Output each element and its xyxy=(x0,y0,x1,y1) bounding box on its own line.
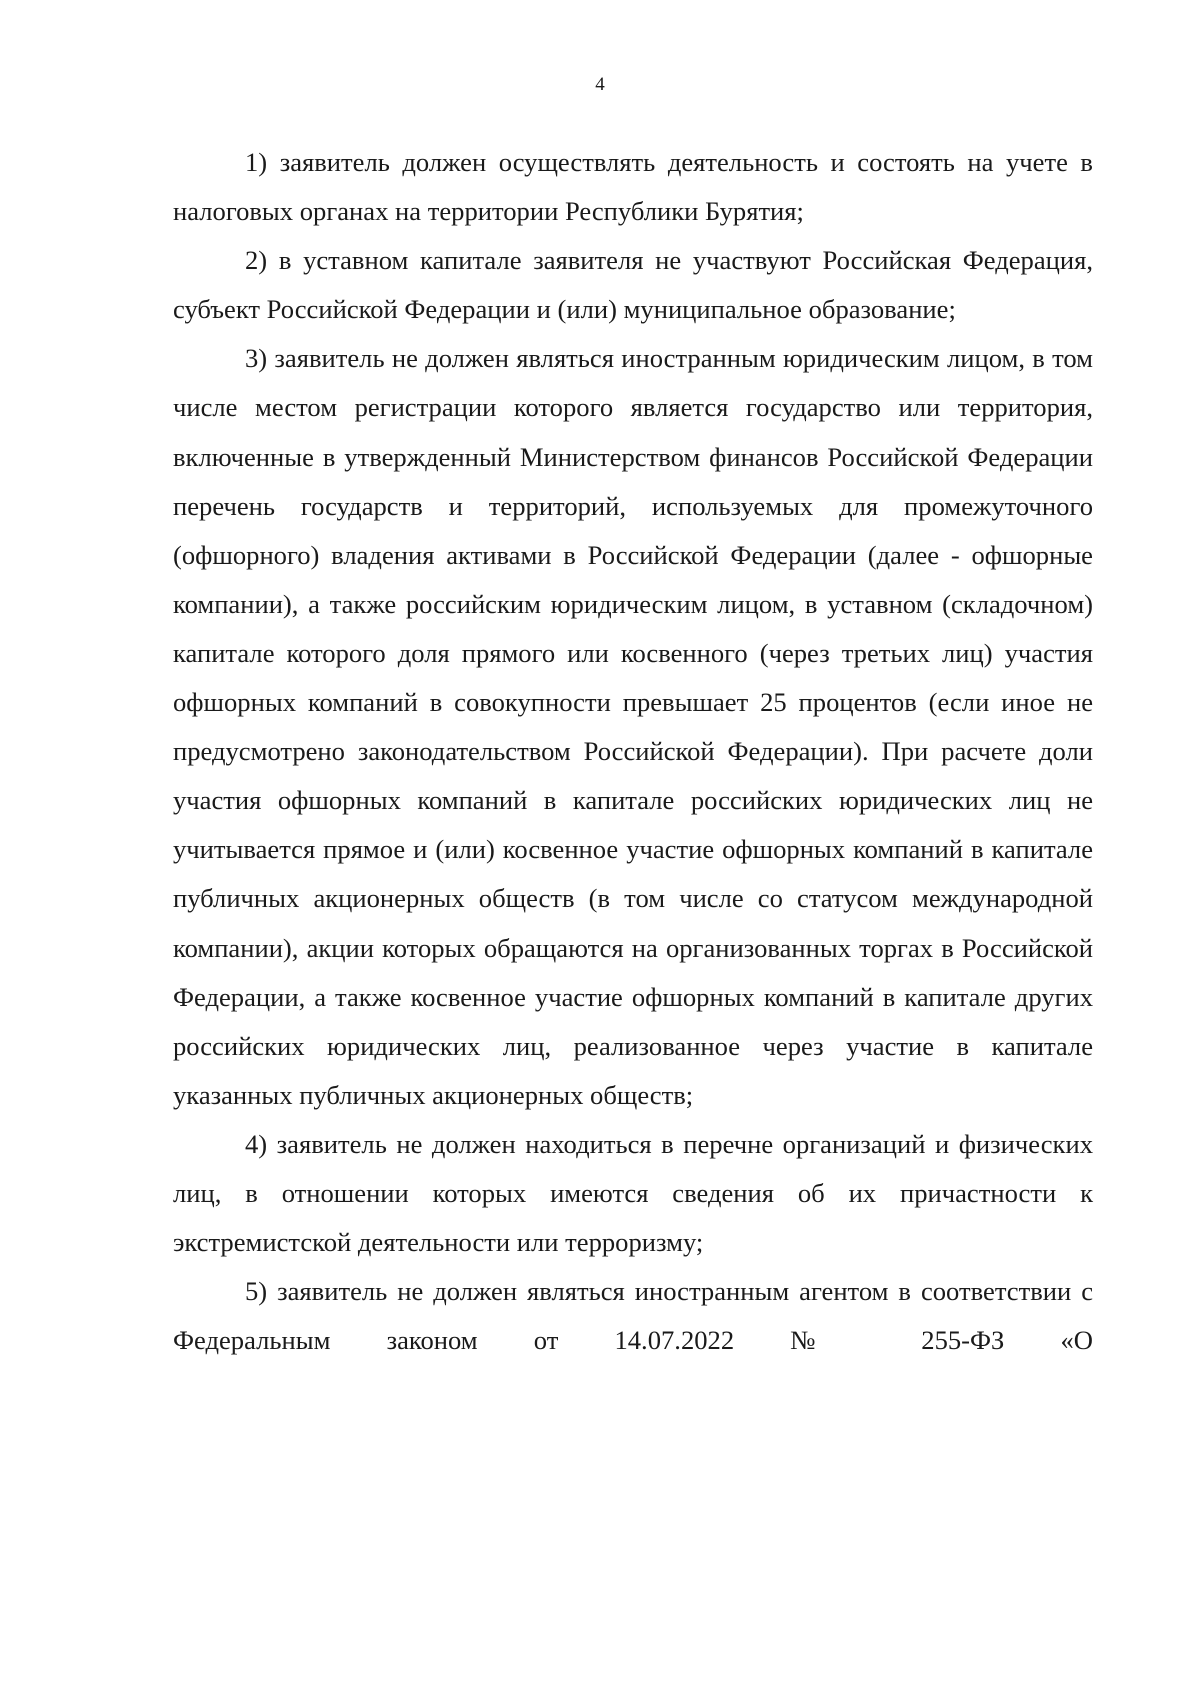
paragraph-5: 5) заявитель не должен являться иностранным агентом в соответствии с Федеральным законом от 14.07.2022 № 255-ФЗ «О xyxy=(173,1276,1093,1356)
paragraph-4: 4) заявитель не должен находиться в перечне организаций и физических лиц, в отношении которых имеются сведения об их причастности к экстремистской деятельности или терроризму; xyxy=(173,1128,1093,1258)
document-body xyxy=(173,138,1093,1365)
paragraph-3: 3) заявитель не должен являться иностранным юридическим лицом, в том числе местом регистрации которого является государство или территория, включенные в утвержденный Министерством финансов Российской Федерации перечень государств и территорий, используемых для промежуточного (офшорного) владения активами в Российской Федерации (далее - офшорные компании), а также российским юридическим лицом, в уставном (складочном) капитале которого доля прямого или косвенного (через третьих лиц) участия офшорных компаний в совокупности превышает 25 процентов (если иное не предусмотрено законодательством Российской Федерации). При расчете доли участия офшорных компаний в капитале российских юридических лиц не учитывается прямое и (или) косвенное участие офшорных компаний в капитале публичных акционерных обществ (в том числе со статусом международной компании), акции которых обращаются на организованных торгах в Российской Федерации, а также косвенное участие офшорных компаний в капитале других российских юридических лиц, реализованное через участие в капитале указанных публичных акционерных обществ; xyxy=(173,343,1093,1110)
paragraph-1: 1) заявитель должен осуществлять деятельность и состоять на учете в налоговых органах на территории Республики Бурятия; xyxy=(173,147,1093,227)
page-number: 4 xyxy=(595,74,605,95)
paragraph-2: 2) в уставном капитале заявителя не участвуют Российская Федерация, субъект Российской Федерации и (или) муниципальное образование; xyxy=(173,245,1093,325)
